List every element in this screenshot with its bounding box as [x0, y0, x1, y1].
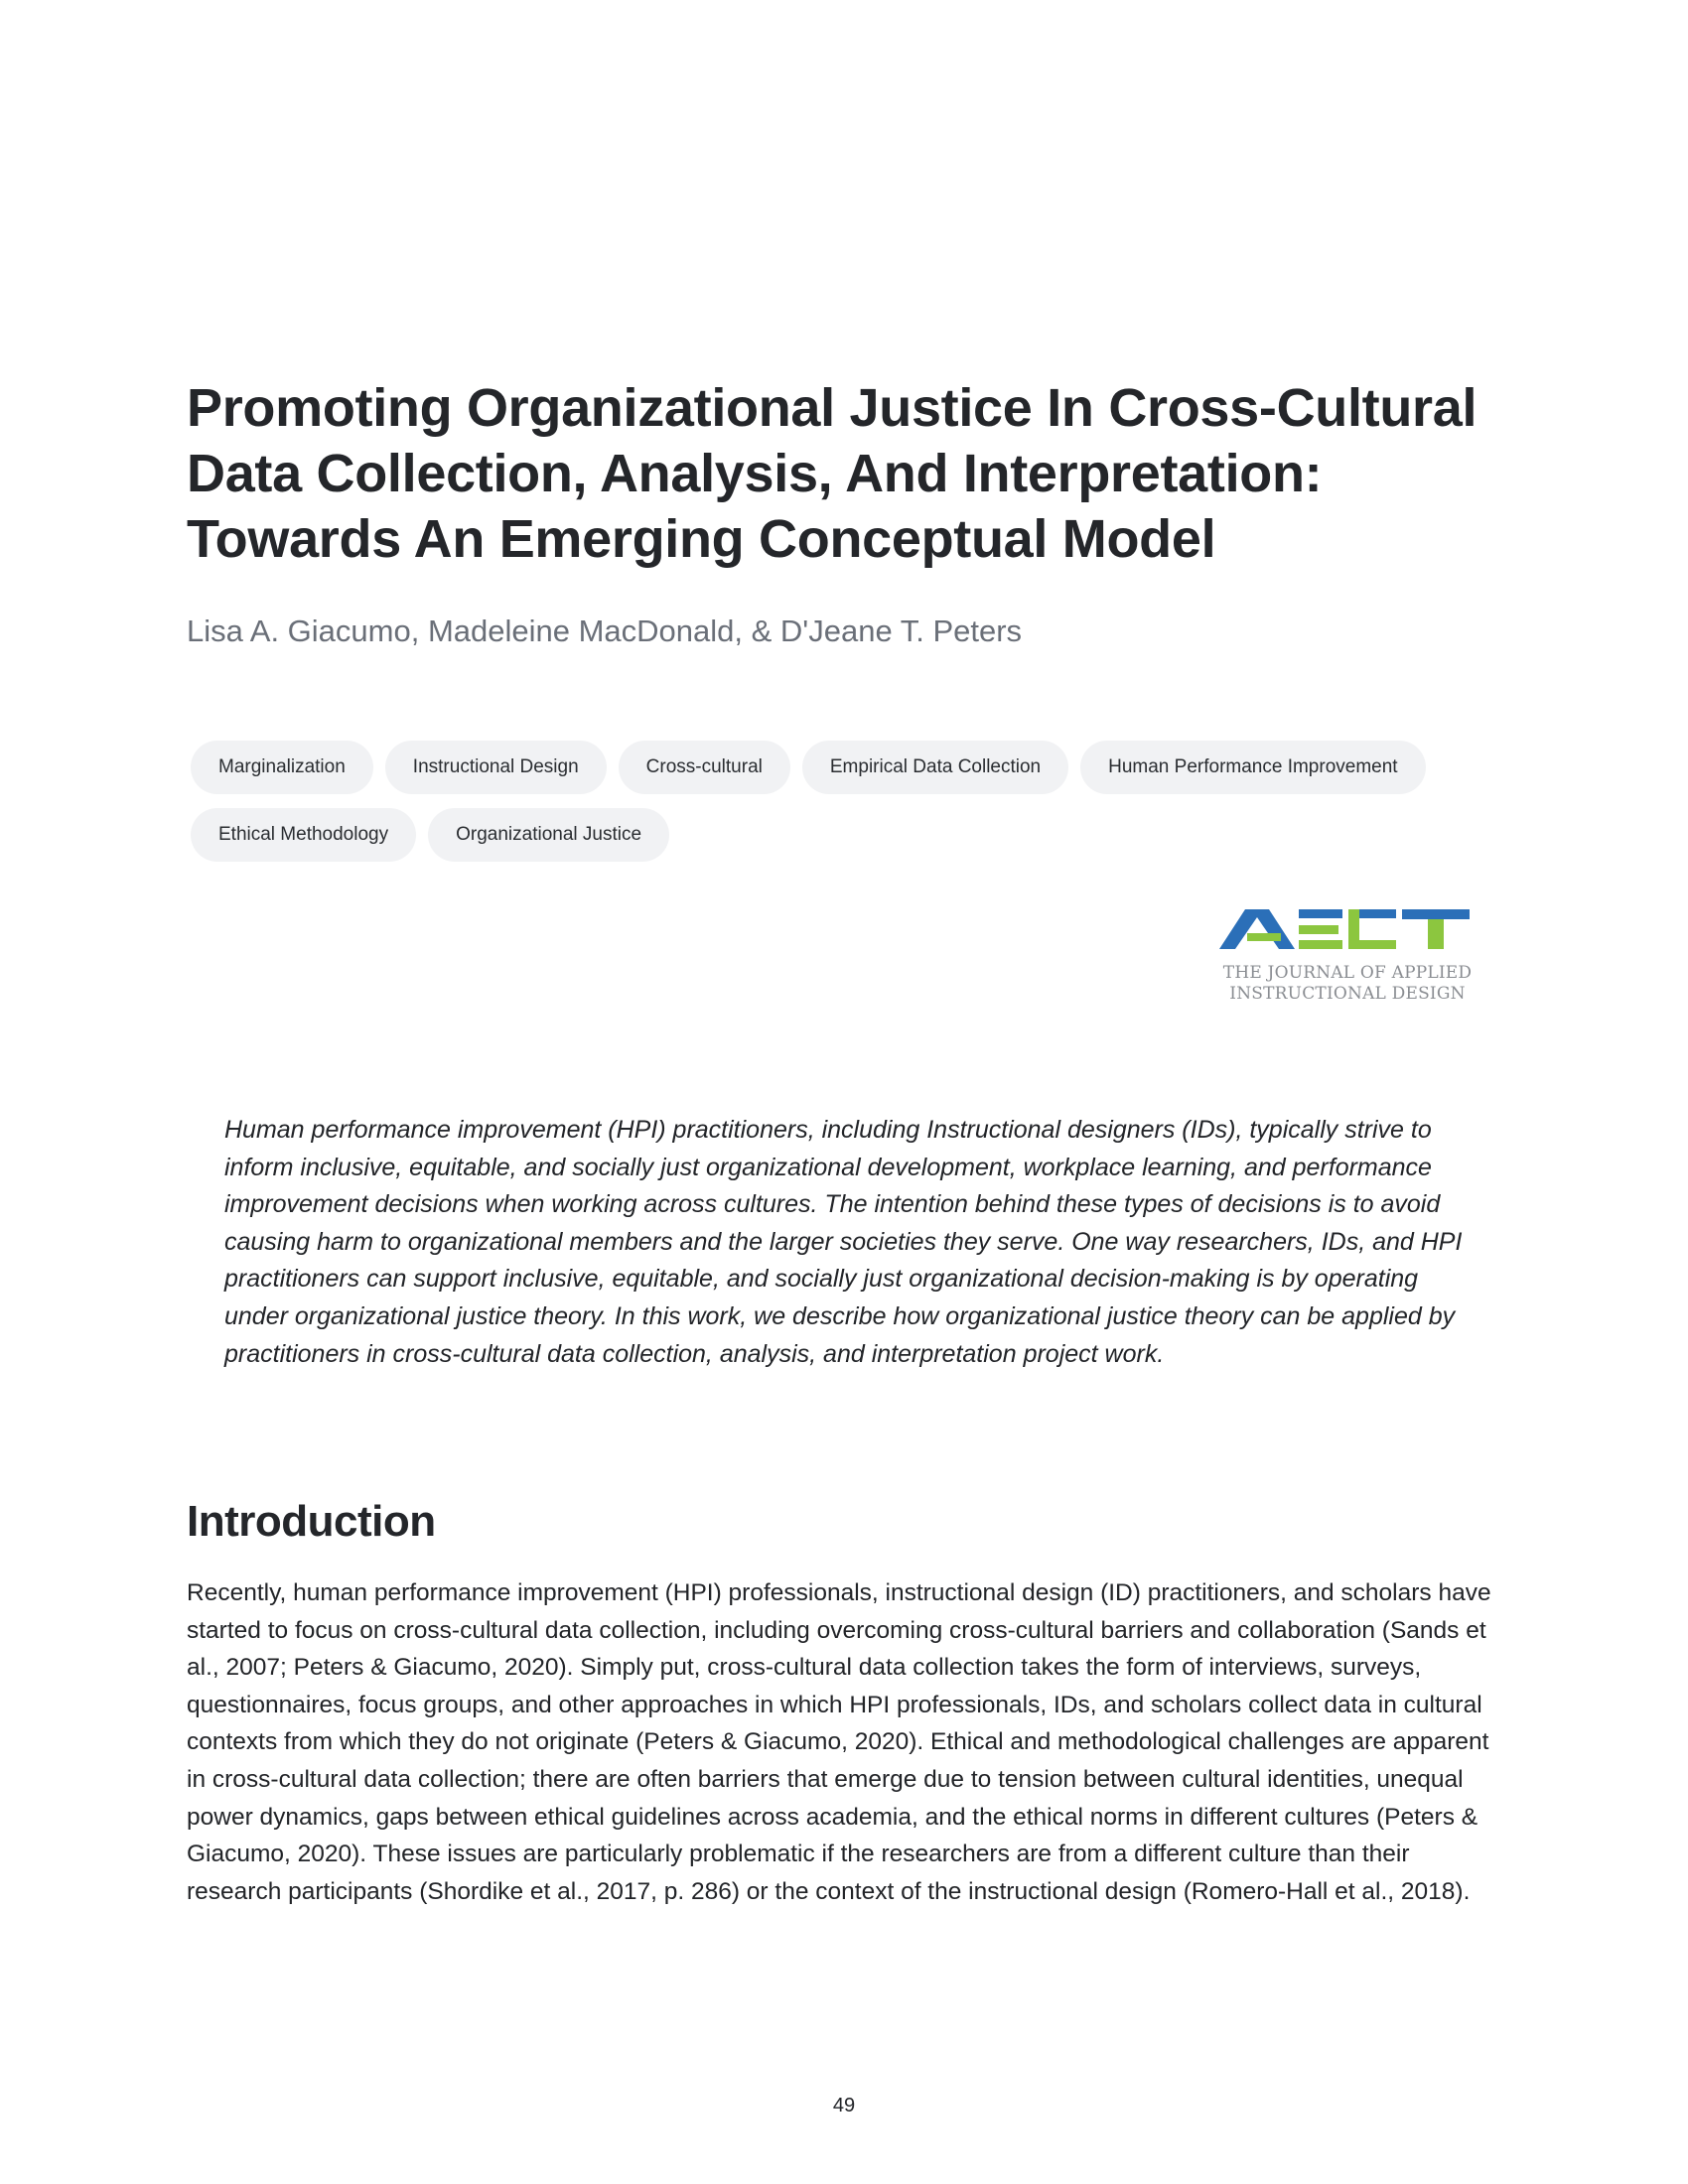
- logo-letter-e-mid: [1299, 925, 1338, 934]
- logo-letter-a-bar: [1247, 933, 1281, 941]
- logo-letter-c-bottom: [1348, 940, 1396, 949]
- introduction-paragraph: Recently, human performance improvement (HPI) professionals, instructional design (ID) practitioners, and scholars have started to focus on cross-cultural data collection, including overcoming cross-cultural barriers and collaboration (Sands et al., 2007; Peters & Giacumo, 2020). Simply put, cross-cultural data collection takes the form of interviews, surveys, questionnaires, focus groups, and other approaches in which HPI professionals, IDs, and scholars collect data in cultural contexts from which they do not originate (Peters & Giacumo, 2020). Ethical and methodological challenges are apparent in cross-cultural data collection; there are often barriers that emerge due to tension between cultural identities, unequal power dynamics, gaps between ethical guidelines across academia, and the ethical norms in different cultures (Peters & Giacumo, 2020). These issues are particularly problematic if the researchers are from a different culture than their research participants (Shordike et al., 2017, p. 286) or the context of the instructional design (Romero-Hall et al., 2018).: [187, 1579, 1491, 1905]
- keyword-tags: [191, 741, 1501, 862]
- keyword-tag[interactable]: Human Performance Improvement: [1080, 741, 1425, 794]
- keyword-tag[interactable]: Cross-cultural: [619, 741, 790, 794]
- logo-subtitle: [1213, 963, 1481, 1005]
- abstract: Human performance improvement (HPI) practitioners, including Instructional designers (IDs), typically strive to inform inclusive, equitable, and socially just organizational development, workplace learning, and performance improvement decisions when working across cultures. The intention behind these types of decisions is to avoid causing harm to organizational members and the larger societies they serve. One way researchers, IDs, and HPI practitioners can support inclusive, equitable, and socially just organizational decision-making is by operating under organizational justice theory. In this work, we describe how organizational justice theory can be applied by practitioners in cross-cultural data collection, analysis, and interpretation project work.: [224, 1116, 1463, 1368]
- keyword-tag[interactable]: Instructional Design: [385, 741, 607, 794]
- logo-letter-a: [1219, 909, 1295, 949]
- section-heading-introduction: Introduction: [187, 1497, 436, 1546]
- logo-subtitle-line: INSTRUCTIONAL DESIGN: [1229, 984, 1466, 1004]
- logo-subtitle-line: THE JOURNAL OF APPLIED: [1222, 963, 1473, 983]
- title-line: Towards An Emerging Conceptual Model: [187, 509, 1216, 569]
- logo-letter-t-top: [1402, 909, 1470, 919]
- keyword-tag[interactable]: Organizational Justice: [428, 808, 669, 862]
- keyword-tag[interactable]: Ethical Methodology: [191, 808, 416, 862]
- author-list: Lisa A. Giacumo, Madeleine MacDonald, & D'Jeane T. Peters: [187, 614, 1023, 648]
- keyword-tag[interactable]: Marginalization: [191, 741, 373, 794]
- keyword-tag[interactable]: Empirical Data Collection: [802, 741, 1068, 794]
- title-line: Promoting Organizational Justice In Cross-Cultural: [187, 378, 1477, 438]
- page-number: 49: [832, 2095, 856, 2116]
- title-line: Data Collection, Analysis, And Interpretation:: [187, 444, 1323, 503]
- logo-letter-e-top: [1299, 909, 1342, 918]
- logo-letter-t-stem: [1428, 919, 1444, 949]
- article-title: [187, 375, 1507, 572]
- logo-letter-e-bottom: [1299, 940, 1342, 949]
